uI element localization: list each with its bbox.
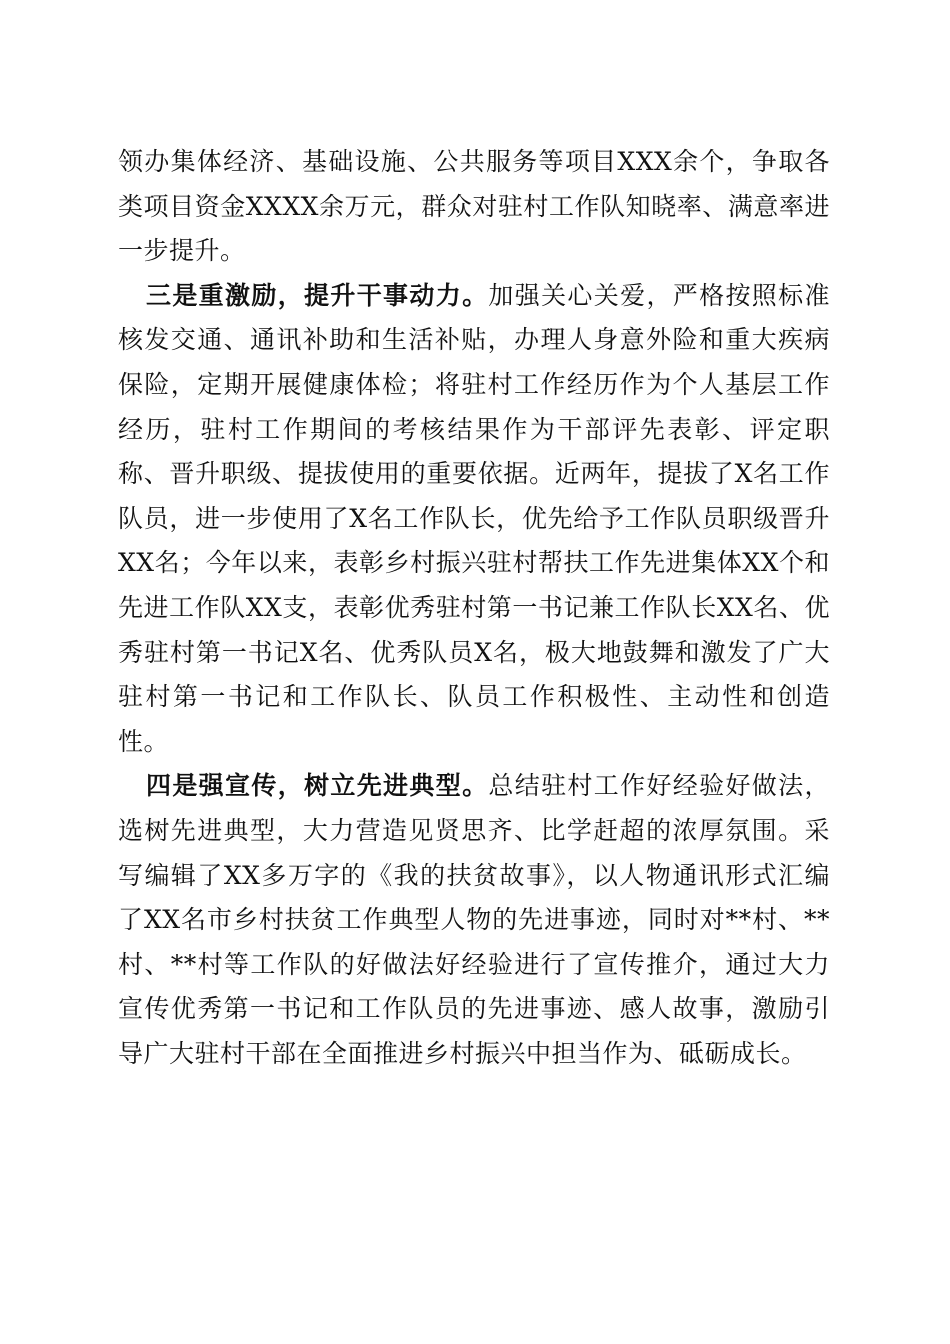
document-body bbox=[118, 140, 830, 1076]
paragraph-2-text: 加强关心关爱，严格按照标准核发交通、通讯补助和生活补贴，办理人身意外险和重大疾病保险，定期开展健康体检；将驻村工作经历作为个人基层工作经历，驻村工作期间的考核结果作为干部评先表彰、评定职称、晋升职级、提拔使用的重要依据。近两年，提拔了X名工作队员，进一步使用了X名工作队长，优先给予工作队员职级晋升XX名；今年以来，表彰乡村振兴驻村帮扶工作先进集体XX个和先进工作队XX支，表彰优秀驻村第一书记兼工作队长XX名、优秀驻村第一书记X名、优秀队员X名，极大地鼓舞和激发了广大驻村第一书记和工作队长、队员工作积极性、主动性和创造性。 bbox=[118, 280, 830, 756]
paragraph-3-heading: 四是强宣传，树立先进典型。 bbox=[146, 771, 489, 801]
paragraph-1-text: 领办集体经济、基础设施、公共服务等项目XXX余个，争取各类项目资金XXXX余万元，群众对驻村工作队知晓率、满意率进一步提升。 bbox=[118, 147, 830, 266]
paragraph-3 bbox=[118, 764, 830, 1076]
paragraph-3-text: 总结驻村工作好经验好做法，选树先进典型，大力营造见贤思齐、比学赶超的浓厚氛围。采写编辑了XX多万字的《我的扶贫故事》，以人物通讯形式汇编了XX名市乡村扶贫工作典型人物的先进事迹，同时对**村、**村、**村等工作队的好做法好经验进行了宣传推介，通过大力宣传优秀第一书记和工作队员的先进事迹、感人故事，激励引导广大驻村干部在全面推进乡村振兴中担当作为、砥砺成长。 bbox=[118, 771, 830, 1068]
paragraph-1 bbox=[118, 140, 830, 274]
paragraph-2-heading: 三是重激励，提升干事动力。 bbox=[146, 280, 489, 310]
paragraph-2 bbox=[118, 274, 830, 765]
